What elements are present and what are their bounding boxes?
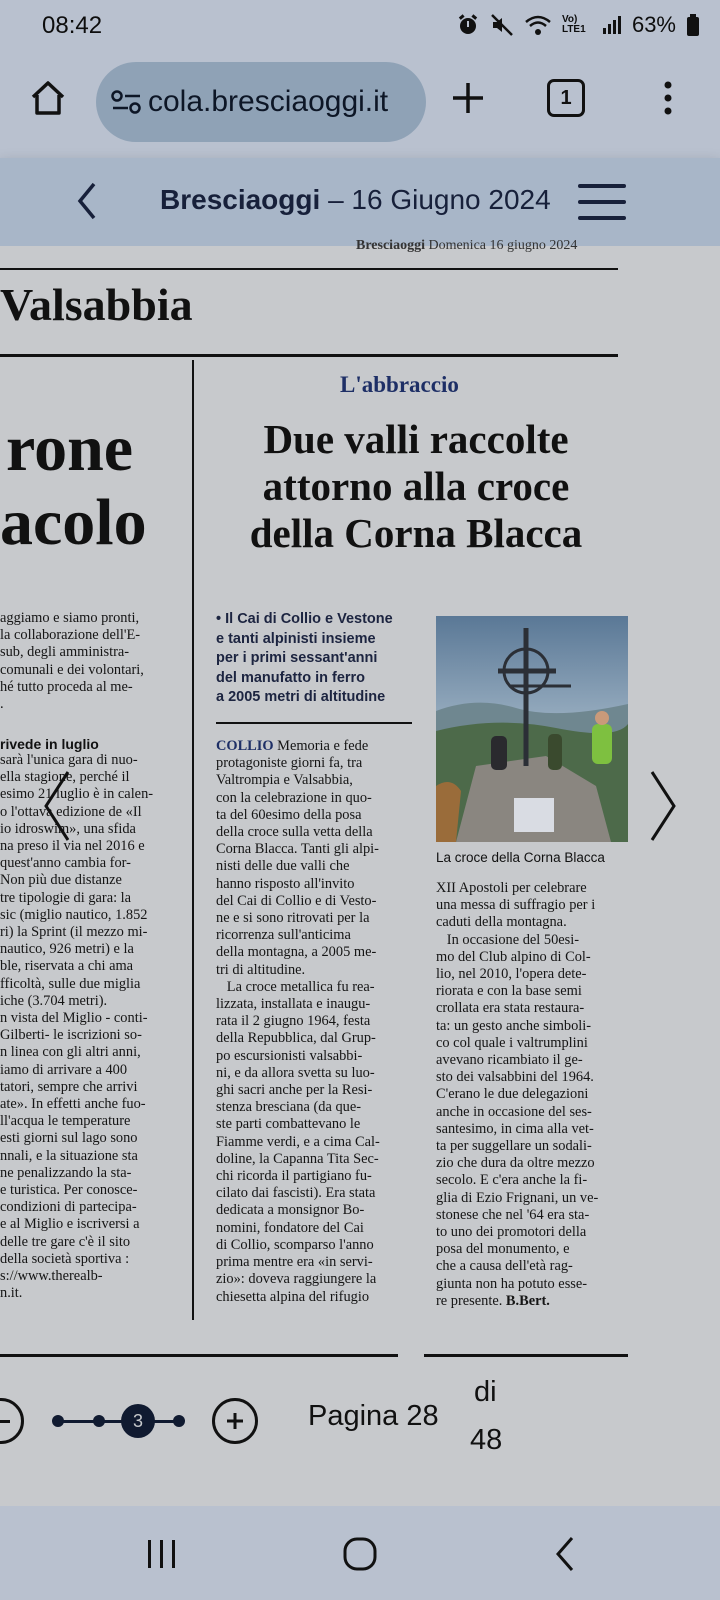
page-masthead	[356, 238, 577, 254]
plus-icon	[450, 80, 486, 116]
text-line: ni, e da allora svetta su luo-	[216, 1064, 375, 1081]
text-line: s://www.therealb-	[0, 1268, 103, 1285]
masthead-date: Domenica 16 giugno 2024	[428, 238, 578, 253]
text-line: Corna Blacca. Tanti gli alpi-	[216, 841, 379, 858]
left-headline-line: rone	[6, 412, 134, 485]
text-line: ll'acqua le temperature	[0, 1113, 131, 1130]
next-page-arrow[interactable]	[644, 766, 684, 846]
battery-percent: 63%	[631, 12, 676, 37]
recents-icon	[142, 1534, 182, 1574]
text-line: sub, degli amministra-	[0, 644, 130, 661]
text-line: delle tre gare c'è il sito	[0, 1233, 131, 1250]
text-line: La croce metallica fu rea-	[216, 978, 375, 995]
home-nav-button[interactable]	[340, 1534, 380, 1574]
page-of-label: di	[474, 1376, 497, 1408]
text-line: rata il 2 giugno 1964, festa	[216, 1013, 371, 1030]
url-text: cola.bresciaoggi.it	[148, 85, 389, 118]
text-line: stonese che nel '64 era sta-	[436, 1206, 590, 1223]
battery-icon	[686, 13, 700, 37]
bottom-rule-right	[424, 1354, 628, 1357]
text-line: lizzata, installata e inaugu-	[216, 996, 371, 1013]
text-line: tatori, sempre che arrivi	[0, 1078, 138, 1095]
masthead-brand: Bresciaoggi	[356, 238, 425, 253]
text-line: ella stagione, perché il	[0, 769, 130, 786]
left-body	[0, 752, 172, 1303]
text-line: ta per suggellare un sodali-	[436, 1138, 592, 1155]
text-line: zio che dura da oltre mezzo	[436, 1155, 595, 1172]
text-line: della montagna, a 2005 me-	[216, 944, 377, 961]
address-bar[interactable]	[96, 62, 426, 142]
text-line: C'erano le due delegazioni	[436, 1086, 589, 1103]
column-divider	[192, 360, 194, 1320]
text-line: mo del Club alpino di Col-	[436, 948, 591, 965]
text-line: nautico, 926 metri) e la	[0, 941, 134, 958]
bottom-rule-left	[0, 1354, 398, 1357]
text-line: ricorrenza sull'anticima	[216, 927, 351, 944]
text-line: n linea con gli altri anni,	[0, 1044, 141, 1061]
text-line: iche (3.704 metri).	[0, 992, 108, 1009]
text-line: ne penalizzando la sta-	[0, 1164, 132, 1181]
text-line: della croce sulla vetta della	[216, 824, 373, 841]
text-line: lio, nel 2010, l'opera dete-	[436, 966, 587, 983]
text-line: n vista del Miglio - conti-	[0, 1010, 148, 1027]
text-line: ble, riservata a chi ama	[0, 958, 134, 975]
section-title: Valsabbia	[0, 279, 193, 330]
text-line: n.it.	[0, 1285, 23, 1302]
text-line: ate». In effetti anche fuo-	[0, 1096, 146, 1113]
summary-line: e tanti alpinisti insieme	[216, 630, 376, 647]
text-line: doline, la Capanna Tita Sec-	[216, 1150, 379, 1167]
text-line: ta: un gesto anche simboli-	[436, 1017, 592, 1034]
text-line: re presente.	[436, 1292, 506, 1309]
text-line: na preso il via nel 2016 e	[0, 838, 145, 855]
text-line: co col quale i valtrumplini	[436, 1034, 588, 1051]
text-line: della società sportiva :	[0, 1250, 130, 1267]
summary-line: • Il Cai di Collio e Vestone	[216, 611, 393, 627]
text-line: e al Miglio e iscriversi a	[0, 1216, 140, 1233]
text-line: crollata era stata restaura-	[436, 1000, 585, 1017]
text-line: che a causa dell'età rag-	[436, 1258, 573, 1275]
home-icon	[28, 78, 68, 118]
text-line: sto dei valsabbini del 1964.	[436, 1069, 594, 1086]
left-intro	[0, 610, 172, 713]
chevron-left-icon	[546, 1534, 586, 1574]
browser-menu-button[interactable]	[640, 70, 696, 126]
more-vertical-icon	[662, 80, 674, 116]
page-dot[interactable]	[173, 1415, 185, 1427]
text-line: avevano ricambiato il ge-	[436, 1052, 583, 1069]
text-line: stenza bresciana (da que-	[216, 1099, 362, 1116]
zoom-in-button[interactable]	[212, 1398, 258, 1444]
text-line: chi ricorda il partigiano fu-	[216, 1168, 372, 1185]
text-line: o l'ottava edizione de «Il	[0, 803, 142, 820]
text-line: to uno dei promotori della	[436, 1224, 587, 1241]
newspaper-page	[0, 238, 720, 1376]
text-line: nisti delle due valli che	[216, 858, 350, 875]
mute-icon	[490, 13, 514, 37]
text-line: ste parti combattevano le	[216, 1116, 361, 1133]
text-line: una messa di suffragio per i	[436, 897, 596, 914]
status-time: 08:42	[42, 12, 103, 39]
left-subhead: rivede in luglio	[0, 736, 99, 752]
headline-line: Due valli raccolte	[263, 416, 569, 462]
text-line: nomini, fondatore del Cai	[216, 1219, 364, 1236]
status-bar	[0, 0, 720, 56]
text-line: Gilberti- le iscrizioni so-	[0, 1027, 142, 1044]
text-line: ta del 60esimo della posa	[216, 806, 362, 823]
tab-count-box: 1	[547, 79, 585, 117]
text-line: quest'anno cambia for-	[0, 855, 131, 872]
chevron-left-icon	[72, 178, 102, 224]
text-line: anche in occasione del ses-	[436, 1103, 592, 1120]
text-line: nnali, e la situazione sta	[0, 1147, 138, 1164]
text-line: giunta non ha potuto esse-	[436, 1275, 588, 1292]
reader-title	[160, 184, 551, 216]
author-signature: B.Bert.	[505, 1292, 550, 1309]
pager-bar	[0, 1376, 720, 1506]
home-circle-icon	[340, 1534, 380, 1574]
text-line: iamo di arrivare a 400	[0, 1061, 128, 1078]
text-line: XII Apostoli per celebrare	[436, 880, 587, 896]
page-slider-track[interactable]	[58, 1420, 180, 1423]
page-dot-current[interactable]: 3	[121, 1404, 155, 1438]
text-line: ri) la Sprint (il mezzo mi-	[0, 924, 148, 941]
text-line: zio»: doveva raggiungere la	[216, 1271, 377, 1288]
text-line: condizioni di partecipa-	[0, 1199, 137, 1216]
left-headline-line: acolo	[0, 486, 147, 559]
text-line: aggiamo e siamo pronti,	[0, 610, 140, 626]
alarm-icon	[456, 13, 480, 37]
back-button[interactable]	[72, 178, 112, 224]
chevron-right-icon	[644, 766, 684, 846]
text-line: riorata e con la base semi	[436, 983, 582, 1000]
text-line: con la celebrazione in quo-	[216, 789, 372, 806]
signal-icon	[602, 15, 622, 35]
text-line: glia di Ezio Frignani, un ve-	[436, 1189, 599, 1206]
summary-line: per i primi sessant'anni	[216, 650, 378, 666]
status-icons	[456, 12, 700, 38]
text-line: chiesetta alpina del rifugio	[216, 1288, 370, 1305]
summary-rule	[216, 722, 412, 724]
article-summary	[216, 610, 412, 708]
text-line: Memoria e fede	[273, 738, 369, 754]
text-line: tri di altitudine.	[216, 961, 306, 978]
header-rule	[0, 268, 618, 270]
headline-line: della Corna Blacca	[249, 510, 583, 556]
text-line: Non più due distanze	[0, 872, 122, 889]
text-line: In occasione del 50esi-	[436, 931, 580, 948]
text-line: posa del monumento, e	[436, 1241, 570, 1258]
article-column-2	[436, 880, 628, 1310]
text-line: esti giorni sul lago sono	[0, 1130, 138, 1147]
summary-line: del manufatto in ferro	[216, 669, 366, 686]
page-label: Pagina 28	[308, 1400, 439, 1432]
text-line: cilato dai fascisti). Era stata	[216, 1185, 376, 1202]
text-line: secolo. E c'era anche la fi-	[436, 1172, 588, 1189]
system-nav-bar	[0, 1506, 720, 1600]
chevron-left-icon	[36, 766, 76, 846]
wifi-icon	[524, 13, 552, 37]
text-line: sic (miglio nautico, 1.852	[0, 906, 148, 923]
back-nav-button[interactable]	[546, 1534, 586, 1574]
text-line: fficoltà, sulle due miglia	[0, 975, 141, 992]
text-line: hanno risposto all'invito	[216, 875, 355, 892]
zoom-out-button[interactable]	[0, 1398, 24, 1444]
cross-summit-photo	[436, 616, 628, 842]
reader-header	[0, 158, 720, 246]
browser-toolbar	[0, 56, 720, 158]
text-line: prima mentre era «in servi-	[216, 1254, 373, 1271]
minus-icon	[0, 1420, 10, 1423]
dateline: COLLIO	[216, 738, 274, 754]
text-line: hé tutto proceda al me-	[0, 678, 133, 695]
page-dot[interactable]	[52, 1415, 64, 1427]
page-total: 48	[470, 1424, 503, 1456]
site-settings-icon[interactable]	[110, 88, 144, 116]
headline-line: attorno alla croce	[262, 463, 570, 509]
text-line: la collaborazione dell'E-	[0, 627, 141, 644]
dateline-line	[216, 738, 414, 755]
text-line: della Repubblica, dal Grup-	[216, 1030, 376, 1047]
text-line: tre tipologie di gara: la	[0, 889, 132, 906]
new-tab-button[interactable]	[440, 70, 496, 126]
text-line: e turistica. Per conosce-	[0, 1182, 138, 1199]
text-line: ghi sacri anche per la Resi-	[216, 1082, 373, 1099]
section-rule	[0, 354, 618, 357]
reader-date: – 16 Giugno 2024	[328, 184, 551, 215]
photo-caption: La croce della Corna Blacca	[436, 850, 605, 865]
text-line: caduti della montagna.	[436, 914, 567, 931]
text-line: Valtrompia e Valsabbia,	[216, 772, 353, 789]
hamburger-icon	[576, 180, 628, 224]
network-label: Vo) LTE1	[561, 14, 586, 35]
text-line: io idroswim», una sfida	[0, 820, 136, 837]
reader-brand: Bresciaoggi	[160, 184, 321, 215]
text-line: po escursionisti valsabbi-	[216, 1047, 363, 1064]
left-headline	[0, 412, 147, 560]
article-photo	[436, 616, 628, 842]
plus-icon	[226, 1412, 244, 1430]
prev-page-arrow[interactable]	[36, 766, 76, 846]
closing-line	[436, 1293, 628, 1310]
text-line: ne e si sono ritrovati per la	[216, 910, 370, 927]
reader-menu-button[interactable]	[576, 180, 628, 224]
text-line: Fiamme verdi, e a cima Cal-	[216, 1133, 380, 1150]
text-line: del Cai di Collio e di Vesto-	[216, 892, 377, 909]
tab-switcher-button[interactable]	[538, 70, 594, 126]
article-kicker: L'abbraccio	[340, 372, 459, 397]
article-headline	[212, 416, 620, 557]
text-line: .	[0, 696, 4, 713]
text-line: di Collio, scomparso l'anno	[216, 1236, 374, 1253]
text-line: dedicata a monsignor Bo-	[216, 1202, 365, 1219]
text-line: esimo 21 luglio è in calen-	[0, 786, 154, 803]
text-line: protagoniste giorni fa, tra	[216, 755, 363, 772]
text-line: sarà l'unica gara di nuo-	[0, 752, 138, 768]
text-line: comunali e dei volontari,	[0, 661, 144, 678]
page-dot[interactable]	[93, 1415, 105, 1427]
recents-button[interactable]	[142, 1534, 182, 1574]
home-button[interactable]	[20, 70, 76, 126]
summary-line: a 2005 metri di altitudine	[216, 689, 386, 705]
article-column-1	[216, 738, 414, 1306]
text-line: santesimo, in cima alla vet-	[436, 1120, 594, 1137]
